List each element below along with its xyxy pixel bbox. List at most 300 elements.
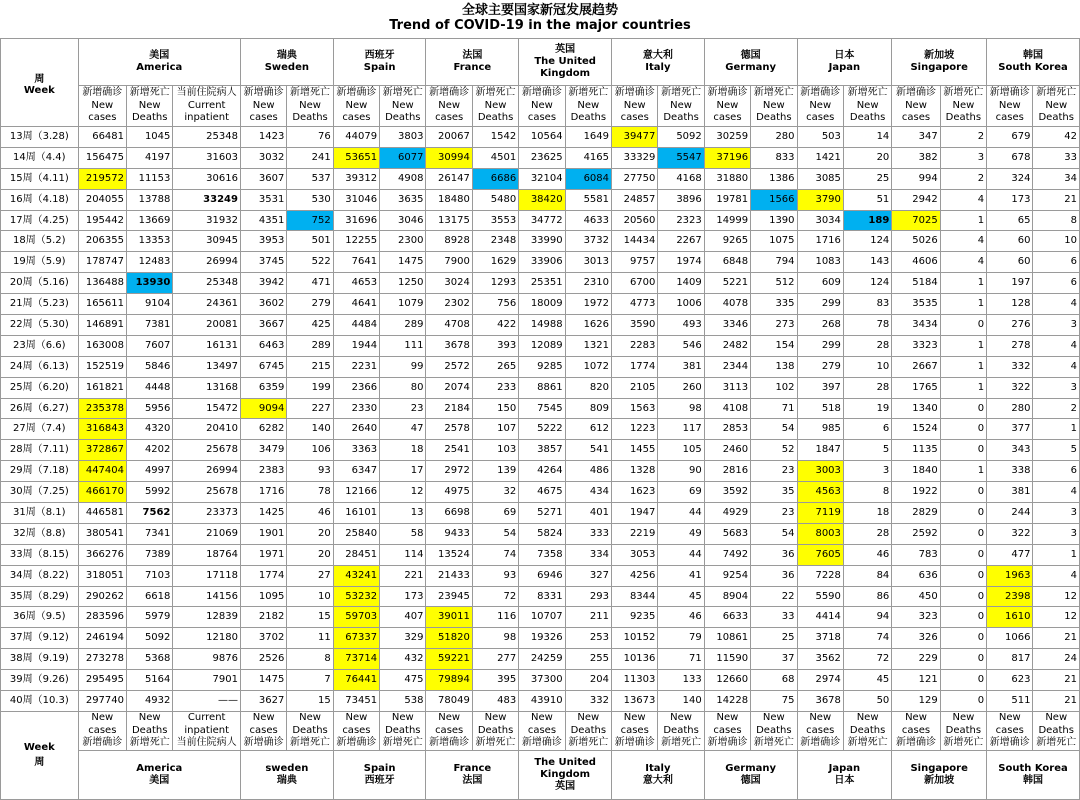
table-cell: 21 [1033, 189, 1080, 210]
table-cell: 14 [843, 127, 891, 148]
table-cell: 512 [751, 273, 797, 294]
table-cell: 6745 [240, 356, 286, 377]
footer-column-header-zh: 新增死亡 [753, 737, 794, 749]
table-cell: 0 [940, 628, 986, 649]
table-cell: 809 [565, 398, 611, 419]
table-cell: 260 [658, 377, 704, 398]
table-cell: 522 [287, 252, 333, 273]
table-cell: 3363 [333, 440, 379, 461]
table-cell: 53651 [333, 147, 379, 168]
table-cell: 0 [940, 398, 986, 419]
country-name-zh: 法国 [462, 50, 483, 61]
column-header-zh: 新增确诊 [243, 87, 284, 99]
table-cell: 401 [565, 503, 611, 524]
table-cell: 273 [751, 315, 797, 336]
table-cell: 530 [287, 189, 333, 210]
table-cell: 103 [472, 440, 518, 461]
table-cell: 2942 [892, 189, 940, 210]
footer-column-header [797, 711, 843, 750]
table-cell: 3718 [797, 628, 843, 649]
column-header-zh: 新增确诊 [614, 87, 655, 99]
table-cell: 246194 [78, 628, 126, 649]
table-cell: 17 [380, 461, 426, 482]
table-cell: 2219 [612, 523, 658, 544]
table-cell: 5581 [565, 189, 611, 210]
column-header-zh: 新增死亡 [1036, 87, 1077, 99]
table-cell: 65 [987, 210, 1033, 231]
column-header-zh: 新增确诊 [336, 87, 377, 99]
table-cell: 39011 [426, 607, 472, 628]
column-header-zh: 新增确诊 [429, 87, 470, 99]
table-cell: 466170 [78, 482, 126, 503]
week-label: 17周（4.25) [1, 210, 79, 231]
table-cell: 6 [1033, 461, 1080, 482]
column-header-zh: 新增确诊 [895, 87, 936, 99]
week-label: 29周（7.18) [1, 461, 79, 482]
table-cell: 44 [658, 503, 704, 524]
table-row [1, 189, 1080, 210]
table-cell: 13930 [127, 273, 173, 294]
table-cell: 60 [987, 231, 1033, 252]
table-cell: 1 [940, 210, 986, 231]
table-cell: 1390 [751, 210, 797, 231]
table-cell: 2302 [426, 294, 472, 315]
column-header [173, 86, 241, 127]
table-cell: 150 [472, 398, 518, 419]
table-cell: 31046 [333, 189, 379, 210]
table-cell: 5026 [892, 231, 940, 252]
table-cell: 14228 [704, 691, 750, 712]
table-cell: 4653 [333, 273, 379, 294]
table-cell: 165611 [78, 294, 126, 315]
table-cell: 8928 [426, 231, 472, 252]
table-row [1, 628, 1080, 649]
table-cell: 2300 [380, 231, 426, 252]
footer-week-zh: 周 [34, 757, 45, 769]
table-cell: 34772 [519, 210, 565, 231]
table-cell: 44 [658, 544, 704, 565]
table-cell: 12166 [333, 482, 379, 503]
week-label: 34周（8.22) [1, 565, 79, 586]
table-cell: 1972 [565, 294, 611, 315]
country-header [78, 39, 240, 86]
table-cell: 434 [565, 482, 611, 503]
table-cell: 1974 [658, 252, 704, 273]
table-cell: 37196 [704, 147, 750, 168]
table-cell: 0 [940, 503, 986, 524]
table-cell: 1425 [240, 503, 286, 524]
table-cell: 2667 [892, 356, 940, 377]
table-cell: 4708 [426, 315, 472, 336]
column-header [519, 86, 565, 127]
table-row [1, 210, 1080, 231]
footer-column-header-zh: 新增确诊 [243, 737, 284, 749]
table-cell: 23625 [519, 147, 565, 168]
table-row [1, 461, 1080, 482]
table-cell: 7228 [797, 565, 843, 586]
table-cell: 538 [380, 691, 426, 712]
column-header [127, 86, 173, 127]
table-cell: 124 [843, 273, 891, 294]
footer-country-header [78, 750, 240, 799]
table-cell: 12483 [127, 252, 173, 273]
covid-trend-table [0, 38, 1080, 800]
table-cell: 3 [843, 461, 891, 482]
table-cell: 215 [287, 356, 333, 377]
table-cell: 326 [892, 628, 940, 649]
table-cell: 5979 [127, 607, 173, 628]
footer-column-header [472, 711, 518, 750]
week-label: 27周（7.4) [1, 419, 79, 440]
table-cell: 511 [987, 691, 1033, 712]
table-cell: 277 [472, 649, 518, 670]
footer-column-header-en: New Deaths [292, 712, 328, 736]
table-cell: 67337 [333, 628, 379, 649]
table-cell: 5222 [519, 419, 565, 440]
table-cell: 6 [1033, 273, 1080, 294]
footer-country-zh: 韩国 [1023, 774, 1044, 786]
table-cell: 9876 [173, 649, 241, 670]
country-name-en: Sweden [264, 62, 309, 73]
table-cell: 6463 [240, 335, 286, 356]
table-cell: 546 [658, 335, 704, 356]
table-cell: 8904 [704, 586, 750, 607]
table-cell: 5992 [127, 482, 173, 503]
table-row [1, 398, 1080, 419]
table-cell: 35 [751, 482, 797, 503]
footer-country-header [612, 750, 705, 799]
table-cell: 381 [658, 356, 704, 377]
week-label: 16周（4.18) [1, 189, 79, 210]
table-cell: 1066 [987, 628, 1033, 649]
table-cell: 90 [658, 461, 704, 482]
table-cell: 3602 [240, 294, 286, 315]
table-cell: 12 [1033, 607, 1080, 628]
table-cell: 4 [1033, 356, 1080, 377]
table-row [1, 440, 1080, 461]
table-cell: 197 [987, 273, 1033, 294]
table-cell: 280 [987, 398, 1033, 419]
table-cell: 343 [987, 440, 1033, 461]
table-cell: 3627 [240, 691, 286, 712]
table-cell: 1083 [797, 252, 843, 273]
table-cell: 280 [751, 127, 797, 148]
column-header [940, 86, 986, 127]
table-cell: 18764 [173, 544, 241, 565]
table-cell: 4929 [704, 503, 750, 524]
table-cell: 21433 [426, 565, 472, 586]
footer-country-en: Spain [363, 762, 396, 774]
table-cell: 4165 [565, 147, 611, 168]
table-cell: 2972 [426, 461, 472, 482]
table-cell: 136488 [78, 273, 126, 294]
table-cell: 6359 [240, 377, 286, 398]
table-cell: 1455 [612, 440, 658, 461]
table-cell: 28 [843, 377, 891, 398]
table-cell: 1 [940, 377, 986, 398]
table-cell: 18 [380, 440, 426, 461]
table-cell: 290262 [78, 586, 126, 607]
table-cell: 612 [565, 419, 611, 440]
footer-country-header [797, 750, 892, 799]
table-cell: 1765 [892, 377, 940, 398]
table-cell: 332 [565, 691, 611, 712]
table-cell: 5 [843, 440, 891, 461]
table-cell: 541 [565, 440, 611, 461]
country-name-zh: 韩国 [1023, 50, 1044, 61]
table-cell: 3479 [240, 440, 286, 461]
footer-country-en: Singapore [910, 762, 968, 774]
table-cell: 26147 [426, 168, 472, 189]
table-cell: 30259 [704, 127, 750, 148]
table-cell: 128 [987, 294, 1033, 315]
table-cell: 10707 [519, 607, 565, 628]
page-title [0, 0, 1080, 38]
column-header-en: New cases [901, 99, 931, 124]
table-cell: 4641 [333, 294, 379, 315]
table-cell: 322 [987, 377, 1033, 398]
country-name-zh: 瑞典 [276, 50, 297, 61]
table-cell: 1321 [565, 335, 611, 356]
column-header-zh: 新增死亡 [661, 87, 702, 99]
table-cell: 278 [987, 335, 1033, 356]
country-name-zh: 新加坡 [924, 50, 955, 61]
table-cell: 106 [287, 440, 333, 461]
table-cell: 74 [843, 628, 891, 649]
country-header [987, 39, 1080, 86]
column-header-en: Current inpatient [184, 99, 230, 124]
table-cell: 146891 [78, 315, 126, 336]
table-cell: 377 [987, 419, 1033, 440]
footer-column-header-en: New Deaths [663, 712, 699, 736]
table-cell: 5092 [658, 127, 704, 148]
table-cell: 8 [843, 482, 891, 503]
footer-country-header [240, 750, 333, 799]
table-cell: 6618 [127, 586, 173, 607]
column-header [426, 86, 472, 127]
country-name-zh: 日本 [834, 50, 855, 61]
week-label: 36周（9.5) [1, 607, 79, 628]
footer-country-header [519, 750, 612, 799]
footer-country-en: Italy [645, 762, 671, 774]
table-cell: 0 [940, 315, 986, 336]
table-cell: 3607 [240, 168, 286, 189]
table-cell: 4 [1033, 294, 1080, 315]
table-cell: 7358 [519, 544, 565, 565]
column-header-en: New cases [995, 99, 1024, 124]
footer-week-header [1, 711, 79, 799]
country-name-zh: 德国 [740, 50, 761, 61]
table-cell: 1649 [565, 127, 611, 148]
table-cell: 1774 [612, 356, 658, 377]
table-cell: 25 [751, 628, 797, 649]
footer-column-header [843, 711, 891, 750]
table-cell: 6282 [240, 419, 286, 440]
table-cell: 11 [287, 628, 333, 649]
table-cell: 820 [565, 377, 611, 398]
table-cell: 5683 [704, 523, 750, 544]
table-row [1, 544, 1080, 565]
table-row [1, 231, 1080, 252]
table-cell: 10 [1033, 231, 1080, 252]
footer-column-header-en: New cases [901, 712, 931, 736]
footer-column-header [78, 711, 126, 750]
table-cell: 78 [287, 482, 333, 503]
table-cell: 4997 [127, 461, 173, 482]
column-header-en: New Deaths [131, 99, 168, 124]
table-cell: 5956 [127, 398, 173, 419]
table-cell: 33 [1033, 147, 1080, 168]
table-cell: 12660 [704, 670, 750, 691]
country-name-zh: 英国 [555, 44, 576, 55]
table-cell: 1566 [751, 189, 797, 210]
table-cell: 7900 [426, 252, 472, 273]
table-cell: 2074 [426, 377, 472, 398]
table-cell: 324 [987, 168, 1033, 189]
table-cell: 323 [892, 607, 940, 628]
table-cell: 69 [658, 482, 704, 503]
table-cell: 4908 [380, 168, 426, 189]
table-cell: 1947 [612, 503, 658, 524]
table-cell: 2974 [797, 670, 843, 691]
table-cell: 2640 [333, 419, 379, 440]
table-cell: 19326 [519, 628, 565, 649]
column-header-en: New Deaths [570, 99, 607, 124]
footer-column-header-en: New cases [995, 712, 1024, 736]
footer-country-zh: 瑞典 [276, 774, 297, 786]
table-cell: 13353 [127, 231, 173, 252]
table-cell: 1475 [380, 252, 426, 273]
table-row [1, 335, 1080, 356]
table-cell: 0 [940, 670, 986, 691]
column-header [78, 86, 126, 127]
table-cell: 30945 [173, 231, 241, 252]
table-cell: 22 [751, 586, 797, 607]
table-cell: 2541 [426, 440, 472, 461]
table-cell: 1045 [127, 127, 173, 148]
table-cell: 4168 [658, 168, 704, 189]
table-cell: 9265 [704, 231, 750, 252]
table-cell: 23 [380, 398, 426, 419]
table-row [1, 586, 1080, 607]
week-header-en: Week [23, 84, 55, 96]
table-cell: 334 [565, 544, 611, 565]
table-cell: 0 [940, 565, 986, 586]
table-cell: 7341 [127, 523, 173, 544]
table-cell: 76 [287, 127, 333, 148]
table-cell: 54 [751, 419, 797, 440]
table-cell: 7025 [892, 210, 940, 231]
table-cell: 7562 [127, 503, 173, 524]
table-cell: 25348 [173, 273, 241, 294]
table-cell: 4202 [127, 440, 173, 461]
table-cell: 178747 [78, 252, 126, 273]
footer-column-header-en: New Deaths [131, 712, 168, 736]
table-cell: 7607 [127, 335, 173, 356]
column-header-zh: 新增死亡 [753, 87, 794, 99]
table-cell: —— [173, 691, 241, 712]
table-cell: 25 [843, 168, 891, 189]
table-cell: 3085 [797, 168, 843, 189]
country-header [426, 39, 519, 86]
table-cell: 154 [751, 335, 797, 356]
column-header-en: New cases [88, 99, 117, 124]
table-cell: 2816 [704, 461, 750, 482]
column-header [797, 86, 843, 127]
title-zh: 全球主要国家新冠发展趋势 [461, 3, 618, 18]
table-cell: 477 [987, 544, 1033, 565]
table-cell: 20560 [612, 210, 658, 231]
table-cell: 0 [940, 607, 986, 628]
table-cell: 4264 [519, 461, 565, 482]
table-cell: 43910 [519, 691, 565, 712]
table-cell: 6077 [380, 147, 426, 168]
table-cell: 483 [472, 691, 518, 712]
table-cell: 204055 [78, 189, 126, 210]
country-header [333, 39, 426, 86]
table-row [1, 315, 1080, 336]
table-cell: 24361 [173, 294, 241, 315]
table-cell: 276 [987, 315, 1033, 336]
table-cell: 32 [472, 482, 518, 503]
footer-column-header [612, 711, 658, 750]
table-cell: 3113 [704, 377, 750, 398]
footer-column-header-zh: 新增死亡 [475, 737, 516, 749]
country-name-zh: 美国 [149, 50, 170, 61]
week-label: 25周（6.20) [1, 377, 79, 398]
table-cell: 21 [1033, 691, 1080, 712]
column-header [333, 86, 379, 127]
footer-column-header [1033, 711, 1080, 750]
table-cell: 3032 [240, 147, 286, 168]
table-cell: 10564 [519, 127, 565, 148]
footer-column-header-zh: 新增确诊 [895, 737, 936, 749]
table-row [1, 294, 1080, 315]
table-cell: 3745 [240, 252, 286, 273]
table-cell: 8331 [519, 586, 565, 607]
table-cell: 3942 [240, 273, 286, 294]
table-cell: 4 [940, 189, 986, 210]
footer-column-header-en: New cases [249, 712, 278, 736]
table-cell: 23 [751, 461, 797, 482]
table-cell: 255 [565, 649, 611, 670]
column-header-en: New cases [249, 99, 278, 124]
table-cell: 332 [987, 356, 1033, 377]
table-cell: 4773 [612, 294, 658, 315]
table-cell: 5 [1033, 440, 1080, 461]
table-cell: 52 [751, 440, 797, 461]
table-cell: 133 [658, 670, 704, 691]
table-cell: 36 [751, 565, 797, 586]
table-cell: 241 [287, 147, 333, 168]
table-cell: 24 [1033, 649, 1080, 670]
footer-country-header [892, 750, 987, 799]
table-cell: 268 [797, 315, 843, 336]
table-cell: 253 [565, 628, 611, 649]
table-cell: 12 [1033, 586, 1080, 607]
table-cell: 293 [565, 586, 611, 607]
table-cell: 432 [380, 649, 426, 670]
table-cell: 1 [940, 294, 986, 315]
table-cell: 329 [380, 628, 426, 649]
table-cell: 233 [472, 377, 518, 398]
footer-column-header-zh: 新增死亡 [1036, 737, 1077, 749]
table-cell: 1 [940, 335, 986, 356]
table-cell: 1840 [892, 461, 940, 482]
footer-column-header-en: New Deaths [477, 712, 514, 736]
table-cell: 2182 [240, 607, 286, 628]
footer-country-en: sweden [265, 762, 309, 774]
